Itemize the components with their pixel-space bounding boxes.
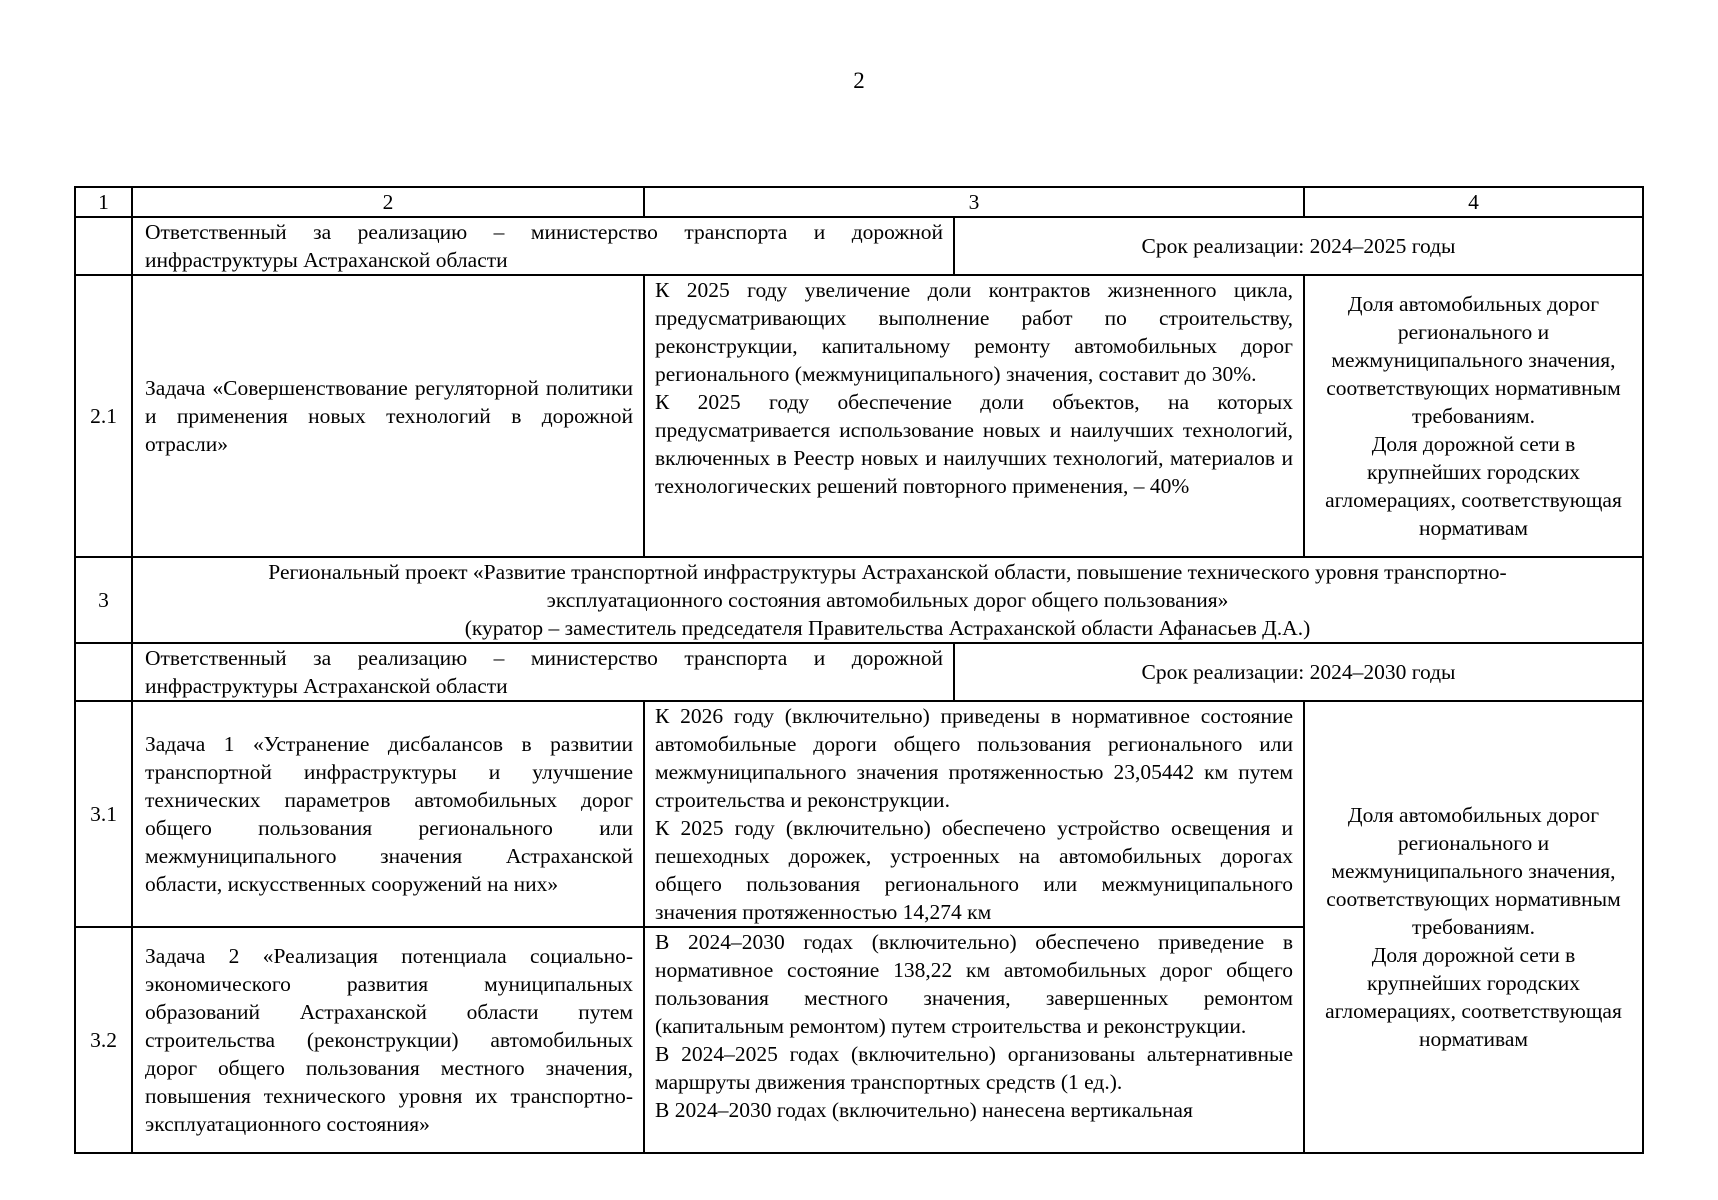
project-title-line: эксплуатационного состояния автомобильных дорог общего пользования» (546, 588, 1229, 612)
results-cell (644, 701, 1304, 927)
indicators-cell (1304, 701, 1643, 1153)
project-title-cell (132, 557, 1643, 643)
task-cell: Задача «Совершенствование регуляторной политики и применения новых технологий в дорожной отрасли» (132, 275, 644, 557)
row-number: 3.1 (75, 701, 132, 927)
responsible-cell: Ответственный за реализацию – министерство транспорта и дорожной инфраструктуры Астраханской области (132, 217, 954, 275)
page-number: 2 (853, 68, 865, 93)
result-text: В 2024–2030 годах (включительно) нанесена вертикальная (655, 1098, 1193, 1122)
responsible-row (75, 643, 1643, 701)
project-curator-line: (куратор – заместитель председателя Правительства Астраханской области Афанасьев Д.А.) (464, 616, 1311, 640)
project-title-row (75, 557, 1643, 643)
header-cell-4: 4 (1304, 187, 1643, 217)
result-text: К 2026 году (включительно) приведены в нормативное состояние автомобильные дороги общего пользования регионального или межмуниципального значения протяженностью 23,05442 км путем строительства и реконструкции. (655, 704, 1293, 812)
task-cell: Задача 1 «Устранение дисбалансов в развитии транспортной инфраструктуры и улучшение технических параметров автомобильных дорог общего пользования регионального или межмуниципального значения Астраханской области, искусственных сооружений на них» (132, 701, 644, 927)
result-text: К 2025 году (включительно) обеспечено устройство освещения и пешеходных дорожек, устроенных на автомобильных дорогах общего пользования регионального или межмуниципального значения протяженностью 14,274 км (655, 816, 1293, 924)
results-cell (644, 275, 1304, 557)
indicators-cell (1304, 275, 1643, 557)
header-cell-2: 2 (132, 187, 644, 217)
table-header-row (75, 187, 1643, 217)
table-row (75, 701, 1643, 927)
task-cell: Задача 2 «Реализация потенциала социально-экономического развития муниципальных образований Астраханской области путем строительства (реконструкции) автомобильных дорог общего пользования местного значения, повышения технического уровня их транспортно-эксплуатационного состояния» (132, 927, 644, 1153)
table-row (75, 275, 1643, 557)
indicator-text: Доля автомобильных дорог регионального и межмуниципального значения, соответствующих нормативным требованиям. (1326, 803, 1621, 939)
responsible-row (75, 217, 1643, 275)
result-text: К 2025 году увеличение доли контрактов жизненного цикла, предусматривающих выполнение работ по строительству, реконструкции, капитальному ремонту автомобильных дорог регионального (межмуниципального) значения, составит до 30%. (655, 278, 1293, 386)
result-text: В 2024–2025 годах (включительно) организованы альтернативные маршруты движения транспортных средств (1 ед.). (655, 1042, 1293, 1094)
indicator-text: Доля дорожной сети в крупнейших городских агломерациях, соответствующая нормативам (1325, 432, 1622, 540)
row-number: 3 (75, 557, 132, 643)
result-text: К 2025 году обеспечение доли объектов, на которых предусматривается использование новых и наилучших технологий, включенных в Реестр новых и наилучших технологий, материалов и технологических решений повторного применения, – 40% (655, 390, 1293, 498)
empty-num-cell (75, 217, 132, 275)
term-cell: Срок реализации: 2024–2030 годы (954, 643, 1643, 701)
term-cell: Срок реализации: 2024–2025 годы (954, 217, 1643, 275)
responsible-cell: Ответственный за реализацию – министерство транспорта и дорожной инфраструктуры Астраханской области (132, 643, 954, 701)
project-title-line: Региональный проект «Развитие транспортной инфраструктуры Астраханской области, повышение технического уровня транспортно- (268, 560, 1507, 584)
header-cell-3: 3 (644, 187, 1304, 217)
program-table (74, 186, 1644, 1154)
results-cell (644, 927, 1304, 1153)
indicator-text: Доля автомобильных дорог регионального и межмуниципального значения, соответствующих нормативным требованиям. (1326, 292, 1621, 428)
result-text: В 2024–2030 годах (включительно) обеспечено приведение в нормативное состояние 138,22 км автомобильных дорог общего пользования местного значения, завершенных ремонтом (капитальным ремонтом) путем строительства и реконструкции. (655, 930, 1293, 1038)
row-number: 2.1 (75, 275, 132, 557)
empty-num-cell (75, 643, 132, 701)
row-number: 3.2 (75, 927, 132, 1153)
header-cell-1: 1 (75, 187, 132, 217)
indicator-text: Доля дорожной сети в крупнейших городских агломерациях, соответствующая нормативам (1325, 943, 1622, 1051)
